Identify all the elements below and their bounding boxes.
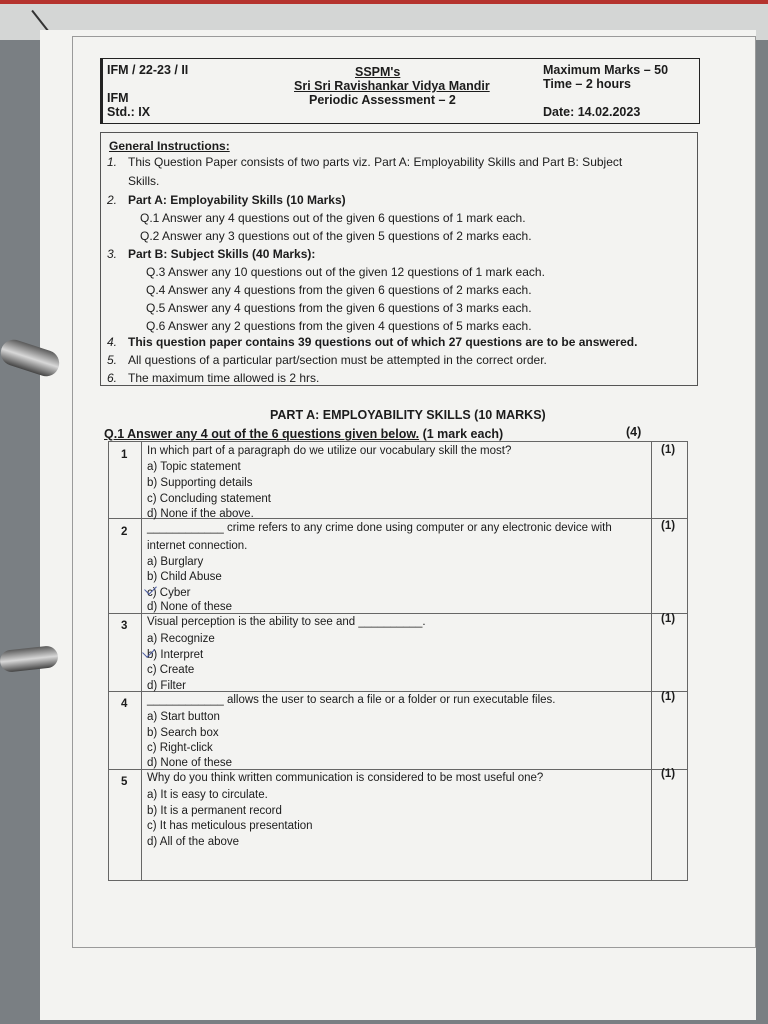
instruction-subitem: Q.1 Answer any 4 questions out of the given 6 questions of 1 mark each. <box>140 211 526 225</box>
option: c) Cyber <box>147 587 191 599</box>
question-number: 3 <box>121 620 128 632</box>
option: d) None if the above. <box>147 508 254 520</box>
option: d) All of the above <box>147 836 240 848</box>
question-marks: (1) <box>661 768 676 780</box>
paper-code: IFM / 22-23 / II <box>107 63 189 77</box>
question-text-cont: internet connection. <box>147 540 248 552</box>
exam-name: Periodic Assessment – 2 <box>309 93 456 107</box>
instruction-subitem: Q.5 Answer any 4 questions from the given 6 questions of 3 marks each. <box>146 301 532 315</box>
option: c) Create <box>147 664 195 676</box>
question-marks: (1) <box>661 613 676 625</box>
option: a) Recognize <box>147 633 215 645</box>
option: d) Filter <box>147 680 186 692</box>
instruction-subitem: Q.6 Answer any 2 questions from the given 4 questions of 5 marks each. <box>146 319 532 333</box>
question-marks: (1) <box>661 444 676 456</box>
instruction-text-cont: Skills. <box>128 174 160 188</box>
instruction-number: 6. <box>107 371 118 385</box>
instruction-subitem: Q.4 Answer any 4 questions from the given 6 questions of 2 marks each. <box>146 283 532 297</box>
question-text: Visual perception is the ability to see and __________. <box>147 616 426 628</box>
question-text: ____________ crime refers to any crime done using computer or any electronic device with <box>147 522 612 534</box>
exam-header <box>100 58 700 124</box>
std-label: Std.: IX <box>107 105 151 119</box>
instruction-text: This question paper contains 39 questions out of which 27 questions are to be answered. <box>128 335 638 349</box>
q1-heading <box>104 427 503 441</box>
question-marks: (1) <box>661 691 676 703</box>
max-marks: Maximum Marks – 50 <box>543 63 669 77</box>
question-number: 5 <box>121 776 128 788</box>
q1-total-marks: (4) <box>626 425 642 439</box>
question-text: Why do you think written communication is considered to be most useful one? <box>147 772 544 784</box>
instruction-subitem: Q.2 Answer any 3 questions out of the given 5 questions of 2 marks each. <box>140 229 532 243</box>
instruction-text: Part A: Employability Skills (10 Marks) <box>128 193 346 207</box>
option: d) None of these <box>147 757 233 769</box>
option: b) It is a permanent record <box>147 805 282 817</box>
option: a) Start button <box>147 711 220 723</box>
option: b) Child Abuse <box>147 571 222 583</box>
row-divider <box>109 769 687 770</box>
row-divider <box>109 691 687 692</box>
question-number: 2 <box>121 526 128 538</box>
general-instructions <box>100 132 698 386</box>
org-name: SSPM's <box>355 65 401 79</box>
instruction-number: 3. <box>107 247 118 261</box>
instruction-text: All questions of a particular part/section must be attempted in the correct order. <box>128 353 547 367</box>
question-text: ____________ allows the user to search a file or a folder or run executable files. <box>147 694 556 706</box>
instructions-heading: General Instructions: <box>109 139 230 153</box>
school-name: Sri Sri Ravishankar Vidya Mandir <box>294 79 490 93</box>
row-divider <box>109 613 687 614</box>
q1-heading-text: Q.1 Answer any 4 out of the 6 questions given below. <box>104 427 420 441</box>
option: a) Burglary <box>147 556 204 568</box>
option: b) Supporting details <box>147 477 253 489</box>
option: c) Right-click <box>147 742 213 754</box>
subject-label: IFM <box>107 91 129 105</box>
question-number: 4 <box>121 698 128 710</box>
instruction-number: 1. <box>107 155 118 169</box>
instruction-text: The maximum time allowed is 2 hrs. <box>128 371 320 385</box>
q1-heading-suffix: (1 mark each) <box>422 427 504 441</box>
column-divider <box>651 442 652 880</box>
option: c) Concluding statement <box>147 493 272 505</box>
instruction-number: 5. <box>107 353 118 367</box>
instruction-number: 2. <box>107 193 118 207</box>
column-divider <box>141 442 142 880</box>
exam-date: Date: 14.02.2023 <box>543 105 641 119</box>
option: a) Topic statement <box>147 461 241 473</box>
option: a) It is easy to circulate. <box>147 789 268 801</box>
instruction-text: This Question Paper consists of two parts viz. Part A: Employability Skills and Part B: Subject <box>128 155 623 169</box>
instruction-text: Part B: Subject Skills (40 Marks): <box>128 247 316 261</box>
instruction-number: 4. <box>107 335 118 349</box>
option: c) It has meticulous presentation <box>147 820 313 832</box>
time-allowed: Time – 2 hours <box>543 77 631 91</box>
folder-edge <box>0 0 768 4</box>
option: d) None of these <box>147 601 233 613</box>
questions-table <box>108 441 688 881</box>
option: b) Search box <box>147 727 219 739</box>
question-marks: (1) <box>661 520 676 532</box>
question-number: 1 <box>121 449 128 461</box>
instruction-subitem: Q.3 Answer any 10 questions out of the given 12 questions of 1 mark each. <box>146 265 545 279</box>
option: b) Interpret <box>147 649 204 661</box>
part-a-title: PART A: EMPLOYABILITY SKILLS (10 MARKS) <box>270 408 546 422</box>
question-text: In which part of a paragraph do we utilize our vocabulary skill the most? <box>147 445 512 457</box>
